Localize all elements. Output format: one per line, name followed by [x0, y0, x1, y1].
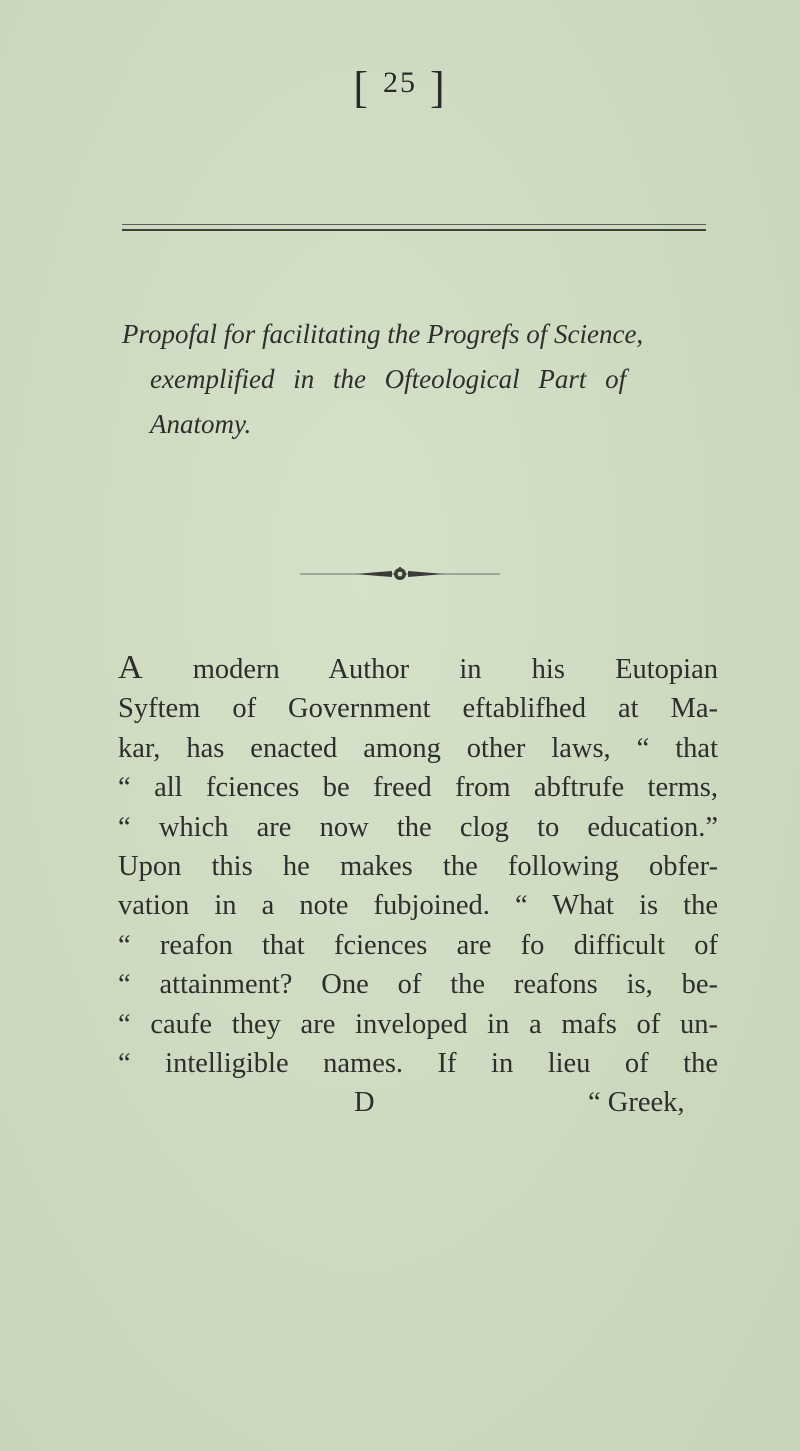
- section-heading: [122, 312, 722, 447]
- body-line-9: “ attainment? One of the reafons is, be-: [118, 969, 718, 1001]
- drop-capital: A: [118, 649, 143, 686]
- body-line-1: [118, 648, 718, 689]
- heading-line-1: Propofal for facilitating the Progrefs of Science,: [122, 319, 644, 349]
- body-line-10: “ caufe they are inveloped in a mafs of un-: [118, 1008, 718, 1040]
- heading-line-3: Anatomy.: [150, 409, 252, 439]
- page-number: [0, 62, 800, 113]
- ornament-divider-icon: [300, 567, 500, 581]
- body-line-4: “ all fciences be freed from abftrufe terms,: [118, 772, 718, 804]
- header-double-rule: [122, 224, 706, 232]
- body-line-2: Syftem of Government eftablifhed at Ma-: [118, 693, 718, 725]
- body-line-11: “ intelligible names. If in lieu of the: [118, 1048, 718, 1080]
- heading-line-2: exemplified in the Ofteological Part of: [150, 364, 627, 394]
- body-line-3: kar, has enacted among other laws, “ that: [118, 732, 718, 764]
- signature-mark: D: [354, 1087, 375, 1119]
- body-line-5: “ which are now the clog to education.”: [118, 811, 718, 843]
- page-number-open-bracket: [: [353, 63, 370, 112]
- footer-line: [118, 1083, 718, 1122]
- header-rule-thin: [122, 224, 706, 225]
- body-line-8: “ reafon that fciences are fo difficult of: [118, 929, 718, 961]
- page-number-close-bracket: ]: [430, 63, 447, 112]
- body-line-7: vation in a note fubjoined. “ What is the: [118, 890, 718, 922]
- body-line-6: Upon this he makes the following obfer-: [118, 851, 718, 883]
- catchword: “ Greek,: [588, 1087, 685, 1119]
- body-line-1-rest: modern Author in his Eutopian: [192, 654, 718, 685]
- body-text: [118, 648, 718, 1122]
- page-number-value: 25: [383, 66, 417, 99]
- header-rule-thick: [122, 229, 706, 231]
